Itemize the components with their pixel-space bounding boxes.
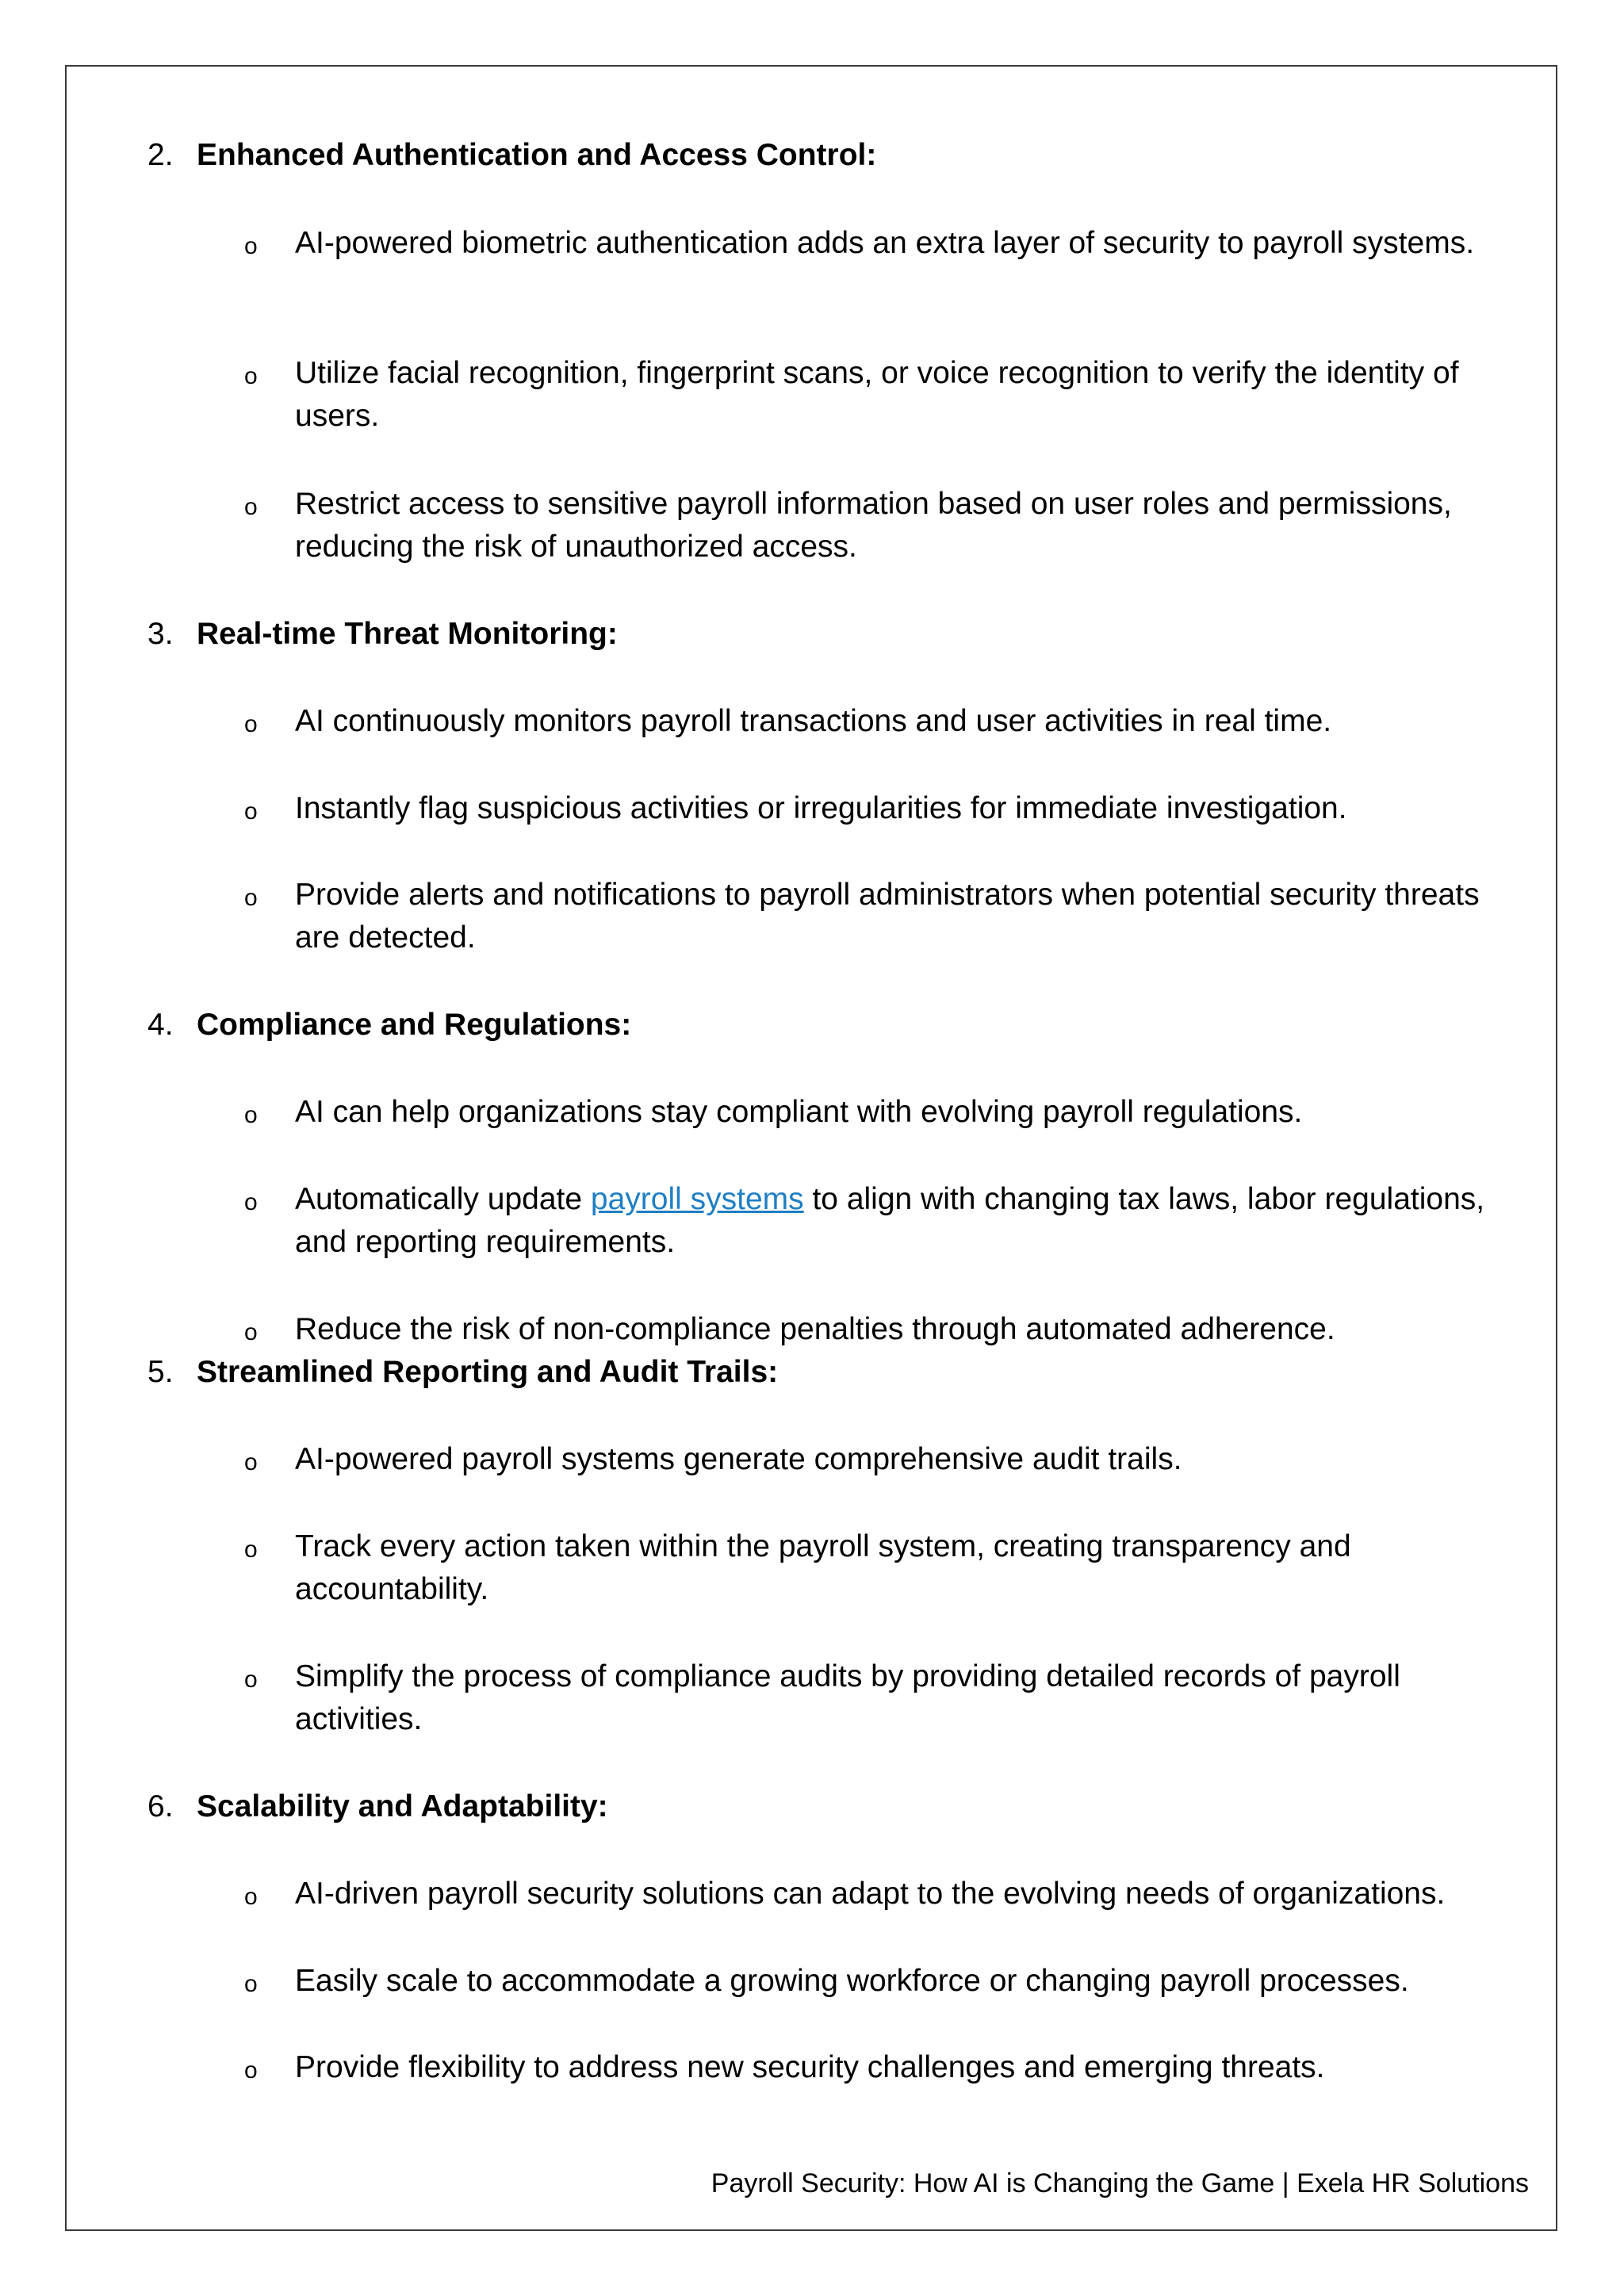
list-item-text: Utilize facial recognition, fingerprint scans, or voice recognition to verify the identity of users. — [295, 356, 1459, 433]
list-item-text: Easily scale to accommodate a growing workforce or changing payroll processes. — [295, 1964, 1409, 1998]
section-number: 3. — [147, 617, 174, 651]
bullet-circle-icon: o — [244, 711, 258, 737]
bullet-circle-icon: o — [244, 1189, 258, 1215]
section-number: 5. — [147, 1355, 174, 1389]
section-title: Compliance and Regulations: — [197, 1008, 632, 1042]
section-title: Real-time Threat Monitoring: — [197, 617, 618, 651]
bullet-circle-icon: o — [244, 885, 258, 911]
section-title: Scalability and Adaptability: — [197, 1789, 608, 1823]
section-number: 2. — [147, 138, 174, 172]
list-item-text: Provide flexibility to address new security challenges and emerging threats. — [295, 2050, 1325, 2084]
section-heading — [147, 613, 618, 656]
list-item-text — [295, 1178, 1516, 1264]
list-item-text: Simplify the process of compliance audits by providing detailed records of payroll activities. — [295, 1659, 1400, 1736]
list-item-text-end: to align with changing tax laws, labor regulations, and reporting requirements. — [295, 1182, 1485, 1259]
section-title: Streamlined Reporting and Audit Trails: — [197, 1355, 779, 1389]
bullet-circle-icon: o — [244, 1884, 258, 1910]
list-item-text: AI-driven payroll security solutions can adapt to the evolving needs of organizations. — [295, 1877, 1446, 1911]
bullet-circle-icon: o — [244, 494, 258, 520]
list-item-text: Restrict access to sensitive payroll information based on user roles and permissions, reducing the risk of unauthorized access. — [295, 487, 1452, 564]
list-item-text: AI can help organizations stay compliant with evolving payroll regulations. — [295, 1095, 1303, 1129]
bullet-circle-icon: o — [244, 2057, 258, 2084]
list-item-text: AI-powered payroll systems generate comprehensive audit trails. — [295, 1442, 1182, 1476]
list-item-text: Track every action taken within the payroll system, creating transparency and accountability. — [295, 1529, 1351, 1606]
payroll-systems-link[interactable]: payroll systems — [590, 1182, 804, 1216]
bullet-circle-icon: o — [244, 1667, 258, 1693]
list-item-text-start: Automatically update — [295, 1182, 591, 1216]
bullet-circle-icon: o — [244, 233, 258, 259]
section-heading — [147, 1351, 778, 1394]
page-footer: Payroll Security: How AI is Changing the Game | Exela HR Solutions — [710, 2168, 1529, 2198]
section-title: Enhanced Authentication and Access Control: — [197, 138, 877, 172]
section-heading — [147, 134, 876, 177]
bullet-circle-icon: o — [244, 1102, 258, 1128]
list-item-text: Instantly flag suspicious activities or irregularities for immediate investigation. — [295, 791, 1347, 825]
bullet-circle-icon: o — [244, 1319, 258, 1345]
bullet-circle-icon: o — [244, 1536, 258, 1563]
bullet-circle-icon: o — [244, 798, 258, 825]
bullet-circle-icon: o — [244, 363, 258, 389]
list-item-text: Provide alerts and notifications to payroll administrators when potential security threats are detected. — [295, 878, 1480, 955]
list-item-text: Reduce the risk of non-compliance penalties through automated adherence. — [295, 1312, 1335, 1346]
bullet-circle-icon: o — [244, 1449, 258, 1475]
section-heading — [147, 1004, 631, 1047]
section-number: 6. — [147, 1789, 174, 1823]
list-item-text: AI continuously monitors payroll transactions and user activities in real time. — [295, 704, 1332, 738]
section-heading — [147, 1785, 608, 1828]
bullet-circle-icon: o — [244, 1971, 258, 1997]
list-item-text: AI-powered biometric authentication adds an extra layer of security to payroll systems. — [295, 226, 1475, 260]
section-number: 4. — [147, 1008, 174, 1042]
